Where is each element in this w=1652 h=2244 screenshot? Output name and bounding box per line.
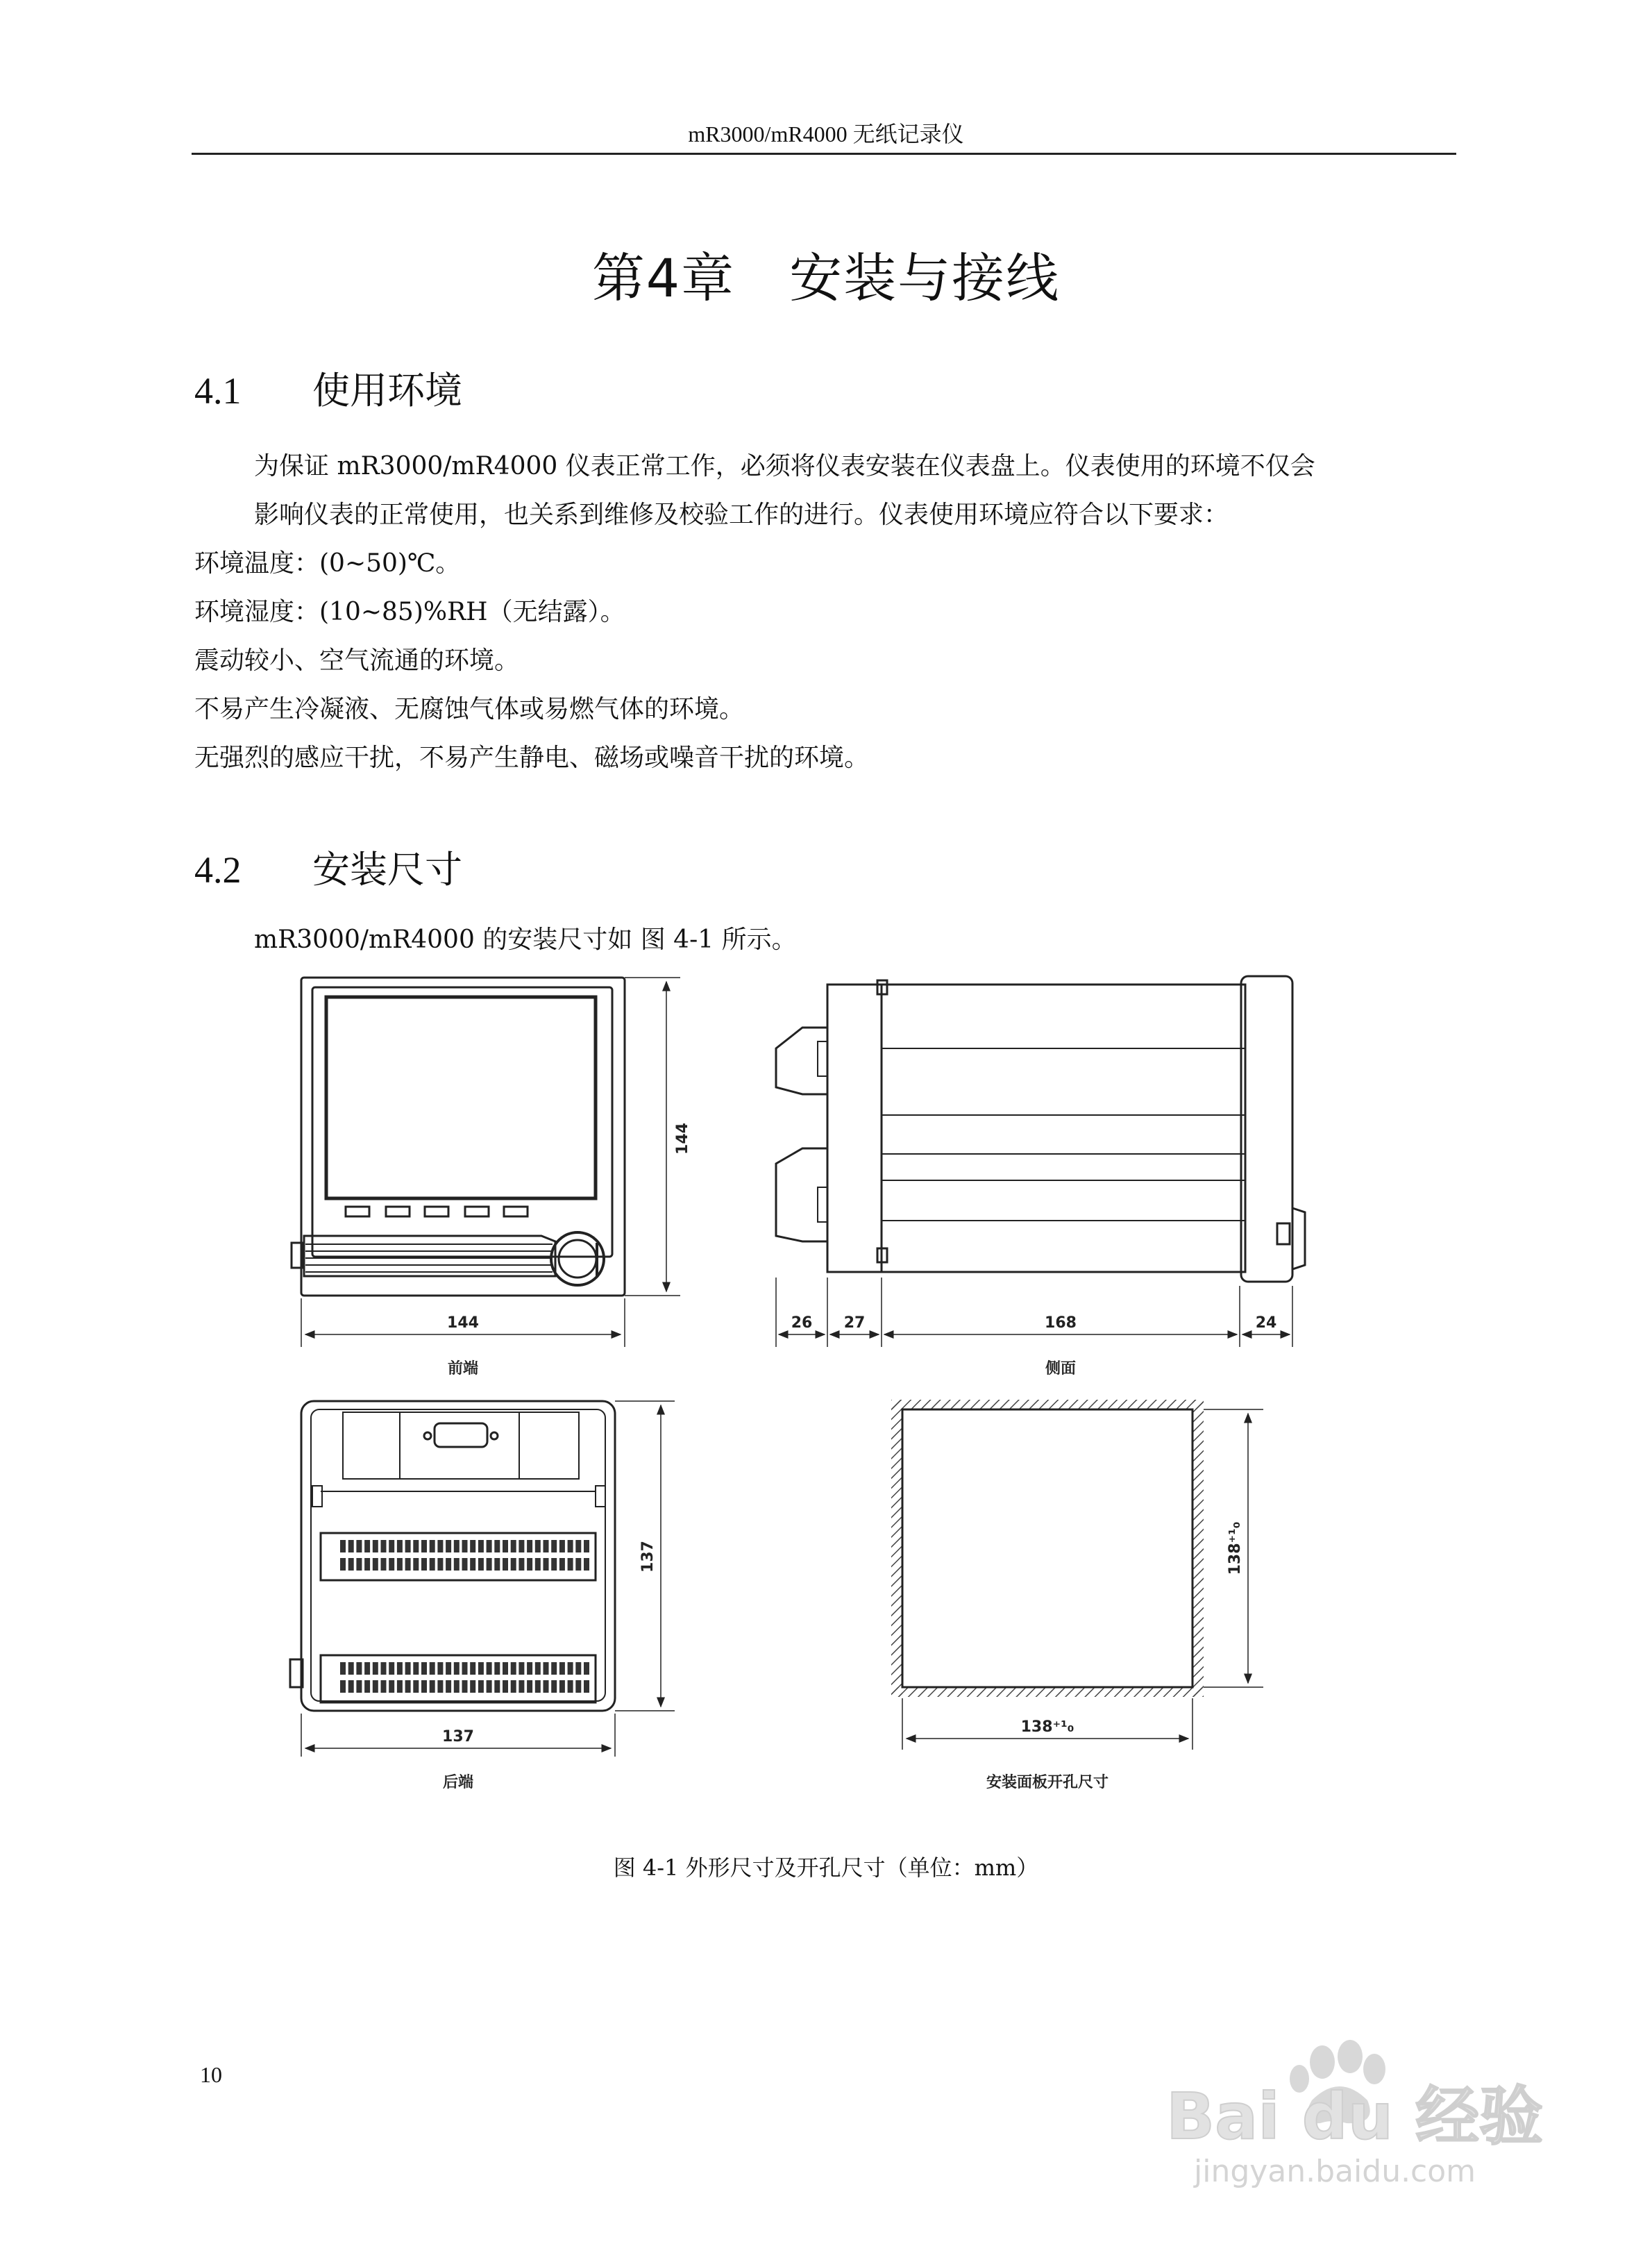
terminal-pin [446, 1662, 451, 1675]
terminal-pin [527, 1540, 532, 1552]
terminal-pin [470, 1662, 475, 1675]
terminal-pin [535, 1540, 541, 1552]
dim-side-a: 26 [791, 1314, 813, 1332]
terminal-pin [527, 1558, 532, 1571]
terminal-pin [389, 1662, 394, 1675]
terminal-pin [462, 1540, 468, 1552]
caption-rear: 后端 [442, 1774, 474, 1791]
section-heading-4-1 [194, 361, 462, 415]
terminal-pin [446, 1540, 451, 1552]
terminal-pin [584, 1540, 589, 1552]
terminal-pin [519, 1540, 524, 1552]
section-heading-4-2 [194, 840, 462, 894]
terminal-pin [584, 1558, 589, 1571]
terminal-pin [364, 1680, 370, 1693]
terminal-pin [519, 1558, 524, 1571]
paragraph-line: 影响仪表的正常使用，也关系到维修及校验工作的进行。仪表使用环境应符合以下要求： [254, 501, 1229, 529]
terminal-pin [348, 1680, 354, 1693]
terminal-pin [389, 1680, 394, 1693]
terminal-pin [340, 1540, 346, 1552]
terminal-pin [494, 1558, 500, 1571]
terminal-pin [511, 1662, 516, 1675]
terminal-pin [356, 1680, 362, 1693]
terminal-pin [478, 1558, 484, 1571]
terminal-pin [559, 1540, 565, 1552]
terminal-pin [559, 1558, 565, 1571]
terminal-pin [421, 1558, 427, 1571]
terminal-pin [413, 1680, 419, 1693]
terminal-pin [437, 1662, 443, 1675]
terminal-pin [356, 1558, 362, 1571]
terminal-pin [340, 1662, 346, 1675]
terminal-pin [543, 1540, 549, 1552]
terminal-pin [511, 1558, 516, 1571]
terminal-pin [494, 1662, 500, 1675]
terminal-pin [503, 1680, 508, 1693]
terminal-pin [519, 1662, 524, 1675]
requirement-item: 震动较小、空气流通的环境。 [194, 646, 520, 675]
terminal-pin [405, 1540, 411, 1552]
paragraph-line: 为保证 mR3000/mR4000 仪表正常工作，必须将仪表安装在仪表盘上。仪表使用的环境不仅会 [254, 452, 1315, 480]
terminal-pin [494, 1680, 500, 1693]
front-view [292, 978, 625, 1296]
terminal-pin [575, 1540, 581, 1552]
terminal-pin [348, 1540, 354, 1552]
terminal-pin [430, 1680, 435, 1693]
terminal-pin [478, 1540, 484, 1552]
terminal-pin [364, 1540, 370, 1552]
terminal-pin [470, 1558, 475, 1571]
header-rule [192, 153, 1456, 155]
terminal-pin [584, 1662, 589, 1675]
terminal-pin [397, 1558, 403, 1571]
dim-rear-height: 137 [639, 1541, 657, 1573]
terminal-pin [405, 1680, 411, 1693]
terminal-pin [503, 1558, 508, 1571]
rear-view [290, 1401, 615, 1711]
terminal-pin [519, 1680, 524, 1693]
terminal-pin [381, 1558, 387, 1571]
terminal-pin [478, 1662, 484, 1675]
caption-front: 前端 [447, 1360, 479, 1378]
terminal-pin [373, 1680, 378, 1693]
terminal-pin [356, 1662, 362, 1675]
terminal-pin [389, 1558, 394, 1571]
terminal-pin [454, 1662, 460, 1675]
terminal-pin [389, 1540, 394, 1552]
side-view [776, 976, 1305, 1282]
dim-cutout-width: 138⁺¹₀ [1020, 1718, 1074, 1736]
terminal-pin [575, 1680, 581, 1693]
terminal-pin [364, 1558, 370, 1571]
terminal-pin [413, 1662, 419, 1675]
terminal-pin [437, 1680, 443, 1693]
terminal-pin [543, 1558, 549, 1571]
section-title: 安装尺寸 [312, 848, 462, 891]
terminal-pin [543, 1680, 549, 1693]
terminal-pin [381, 1662, 387, 1675]
terminal-pin [348, 1662, 354, 1675]
dim-rear-width: 137 [442, 1728, 474, 1745]
terminal-pin [437, 1558, 443, 1571]
terminal-pin [535, 1662, 541, 1675]
requirement-item: 不易产生冷凝液、无腐蚀气体或易燃气体的环境。 [194, 695, 745, 723]
caption-side: 侧面 [1045, 1360, 1077, 1378]
terminal-pin [470, 1540, 475, 1552]
terminal-pin [511, 1540, 516, 1552]
terminal-pin [511, 1680, 516, 1693]
paragraph-line: mR3000/mR4000 的安装尺寸如 图 4-1 所示。 [254, 926, 797, 954]
terminal-pin [430, 1540, 435, 1552]
terminal-pin [559, 1680, 565, 1693]
figure-caption: 图 4-1 外形尺寸及开孔尺寸（单位：mm） [613, 1854, 1039, 1881]
terminal-pin [568, 1680, 573, 1693]
terminal-pin [487, 1540, 492, 1552]
terminal-pin [535, 1558, 541, 1571]
terminal-pin [462, 1662, 468, 1675]
terminal-block-upper [340, 1540, 589, 1571]
dimension-drawing [278, 972, 1402, 1875]
terminal-pin [551, 1680, 557, 1693]
terminal-pin [487, 1558, 492, 1571]
terminal-pin [551, 1662, 557, 1675]
terminal-pin [487, 1662, 492, 1675]
terminal-pin [551, 1558, 557, 1571]
terminal-pin [568, 1540, 573, 1552]
terminal-pin [381, 1540, 387, 1552]
terminal-pin [373, 1558, 378, 1571]
page-number: 10 [200, 2062, 222, 2087]
terminal-pin [373, 1540, 378, 1552]
watermark-url: jingyan.baidu.com [1194, 2154, 1476, 2189]
terminal-pin [478, 1680, 484, 1693]
requirement-item: 无强烈的感应干扰，不易产生静电、磁场或噪音干扰的环境。 [194, 744, 870, 772]
dim-front-width: 144 [447, 1314, 479, 1332]
requirement-item: 环境温度：(0~50)℃。 [194, 549, 461, 578]
terminal-pin [487, 1680, 492, 1693]
terminal-pin [430, 1558, 435, 1571]
terminal-pin [462, 1558, 468, 1571]
terminal-pin [503, 1540, 508, 1552]
terminal-pin [348, 1558, 354, 1571]
terminal-pin [584, 1680, 589, 1693]
dim-side-b: 27 [843, 1314, 866, 1332]
terminal-pin [421, 1662, 427, 1675]
watermark-logo: Bai du 经验 [1166, 2079, 1544, 2154]
terminal-pin [454, 1558, 460, 1571]
terminal-pin [340, 1558, 346, 1571]
terminal-pin [397, 1680, 403, 1693]
terminal-pin [437, 1540, 443, 1552]
terminal-pin [405, 1662, 411, 1675]
terminal-pin [543, 1662, 549, 1675]
section-title: 使用环境 [312, 369, 462, 412]
dim-side-d: 24 [1255, 1314, 1277, 1332]
terminal-pin [356, 1540, 362, 1552]
terminal-pin [462, 1680, 468, 1693]
terminal-pin [397, 1540, 403, 1552]
dim-cutout-height: 138⁺¹₀ [1227, 1521, 1244, 1575]
panel-cutout-view [891, 1400, 1204, 1697]
section-number: 4.2 [194, 849, 242, 891]
terminal-pin [575, 1558, 581, 1571]
terminal-pin [373, 1662, 378, 1675]
terminal-pin [421, 1680, 427, 1693]
terminal-pin [559, 1662, 565, 1675]
terminal-pin [430, 1662, 435, 1675]
terminal-pin [405, 1558, 411, 1571]
terminal-pin [527, 1662, 532, 1675]
terminal-pin [568, 1558, 573, 1571]
terminal-pin [568, 1662, 573, 1675]
requirement-item: 环境湿度：(10~85)%RH（无结露）。 [194, 598, 625, 626]
terminal-pin [454, 1680, 460, 1693]
terminal-pin [413, 1540, 419, 1552]
page-header: mR3000/mR4000 无纸记录仪 [688, 122, 964, 146]
terminal-pin [470, 1680, 475, 1693]
baidu-watermark [1138, 2034, 1555, 2194]
terminal-pin [494, 1540, 500, 1552]
caption-cutout: 安装面板开孔尺寸 [986, 1774, 1109, 1791]
terminal-pin [340, 1680, 346, 1693]
section-number: 4.1 [194, 370, 242, 412]
terminal-pin [397, 1662, 403, 1675]
terminal-pin [527, 1680, 532, 1693]
dim-front-height: 144 [674, 1123, 691, 1155]
terminal-block-lower [340, 1662, 589, 1693]
dim-side-c: 168 [1045, 1314, 1077, 1332]
terminal-pin [446, 1558, 451, 1571]
terminal-pin [575, 1662, 581, 1675]
terminal-pin [381, 1680, 387, 1693]
terminal-pin [421, 1540, 427, 1552]
installation-dimension-figure [278, 972, 1402, 1875]
terminal-pin [446, 1680, 451, 1693]
terminal-pin [535, 1680, 541, 1693]
terminal-pin [503, 1662, 508, 1675]
terminal-pin [551, 1540, 557, 1552]
terminal-pin [454, 1540, 460, 1552]
terminal-pin [364, 1662, 370, 1675]
terminal-pin [413, 1558, 419, 1571]
chapter-title: 第4章 安装与接线 [591, 247, 1061, 309]
